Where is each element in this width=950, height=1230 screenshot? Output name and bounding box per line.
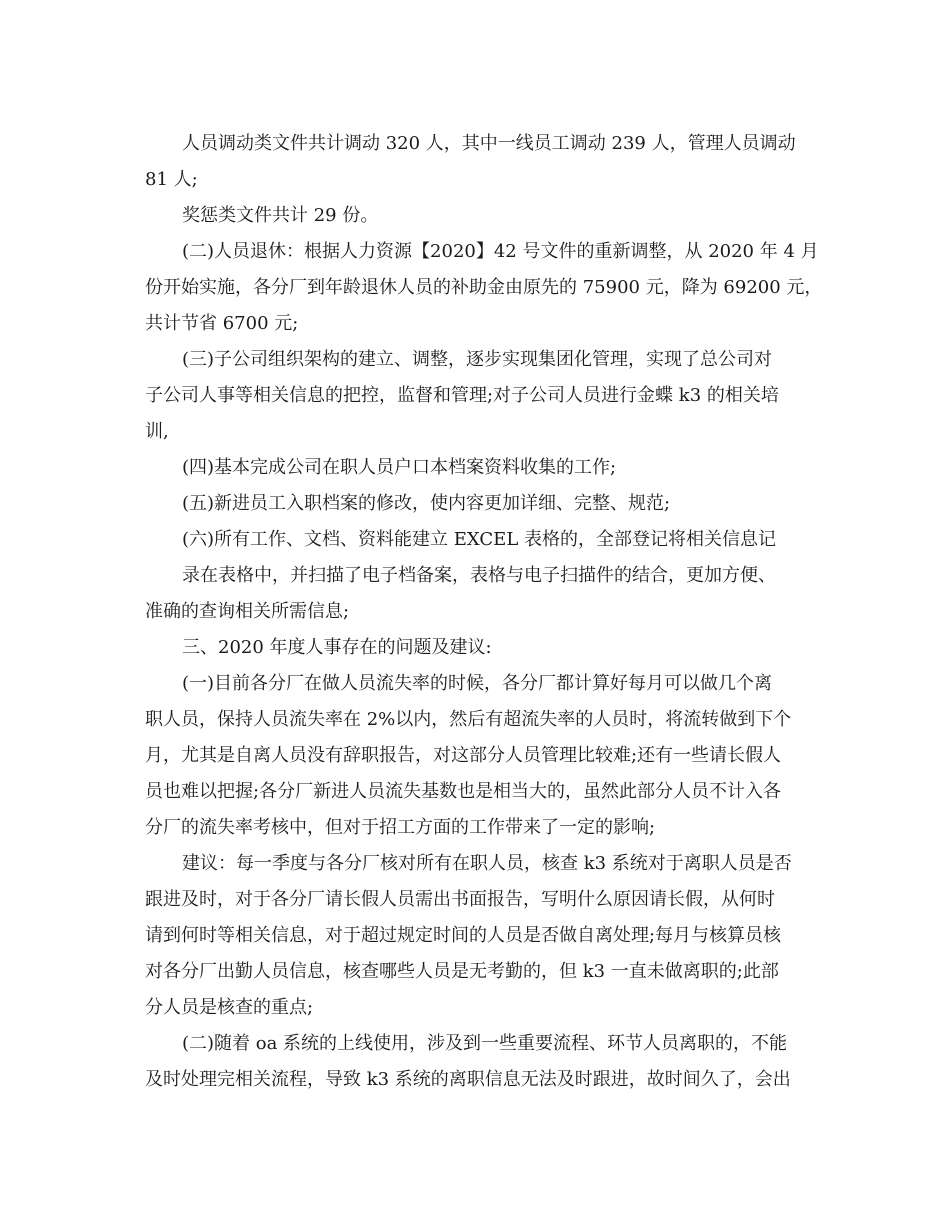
paragraph-line: (二)随着 oa 系统的上线使用，涉及到一些重要流程、环节人员离职的，不能 xyxy=(182,1033,788,1054)
paragraph-line: 奖惩类文件共计 29 份。 xyxy=(182,205,379,226)
paragraph-line: (三)子公司组织架构的建立、调整，逐步实现集团化管理，实现了总公司对 xyxy=(182,349,773,370)
paragraph-line: 及时处理完相关流程，导致 k3 系统的离职信息无法及时跟进，故时间久了，会出 xyxy=(145,1069,791,1090)
paragraph-line: 员也难以把握;各分厂新进人员流失基数也是相当大的，虽然此部分人员不计入各 xyxy=(145,781,782,802)
paragraph-line: 份开始实施，各分厂到年龄退休人员的补助金由原先的 75900 元，降为 69200 元， xyxy=(145,277,823,298)
paragraph-line: 子公司人事等相关信息的把控，监督和管理;对子公司人员进行金蝶 k3 的相关培 xyxy=(145,385,779,406)
paragraph-line: 月，尤其是自离人员没有辞职报告，对这部分人员管理比较难;还有一些请长假人 xyxy=(145,745,782,766)
paragraph-line: 建议：每一季度与各分厂核对所有在职人员，核查 k3 系统对于离职人员是否 xyxy=(182,853,792,874)
paragraph-line: 跟进及时，对于各分厂请长假人员需出书面报告，写明什么原因请长假，从何时 xyxy=(145,889,775,910)
paragraph-line: (一)目前各分厂在做人员流失率的时候，各分厂都计算好每月可以做几个离 xyxy=(182,673,773,694)
paragraph-line: (二)人员退休：根据人力资源【2020】42 号文件的重新调整，从 2020 年 4 月 xyxy=(182,241,819,262)
paragraph-line: 81 人; xyxy=(145,169,198,190)
paragraph-line: (四)基本完成公司在职人员户口本档案资料收集的工作; xyxy=(182,457,617,478)
paragraph-line: 人员调动类文件共计调动 320 人，其中一线员工调动 239 人，管理人员调动 xyxy=(182,133,796,154)
paragraph-line: 录在表格中，并扫描了电子档备案，表格与电子扫描件的结合，更加方便、 xyxy=(182,565,776,586)
paragraph-line: 请到何时等相关信息，对于超过规定时间的人员是否做自离处理;每月与核算员核 xyxy=(145,925,782,946)
section-heading: 三、2020 年度人事存在的问题及建议: xyxy=(182,637,492,658)
paragraph-line: 分厂的流失率考核中，但对于招工方面的工作带来了一定的影响; xyxy=(145,817,656,838)
paragraph-line: 分人员是核查的重点; xyxy=(145,997,314,1018)
paragraph-line: (五)新进员工入职档案的修改，使内容更加详细、完整、规范; xyxy=(182,493,671,514)
paragraph-line: 准确的查询相关所需信息; xyxy=(145,601,350,622)
paragraph-line: 职人员，保持人员流失率在 2%以内，然后有超流失率的人员时，将流转做到下个 xyxy=(145,709,792,730)
paragraph-line: 共计节省 6700 元; xyxy=(145,313,299,334)
paragraph-line: (六)所有工作、文档、资料能建立 EXCEL 表格的，全部登记将相关信息记 xyxy=(182,529,776,550)
paragraph-line: 对各分厂出勤人员信息，核查哪些人员是无考勤的，但 k3 一直未做离职的;此部 xyxy=(145,961,779,982)
paragraph-line: 训, xyxy=(145,421,169,442)
